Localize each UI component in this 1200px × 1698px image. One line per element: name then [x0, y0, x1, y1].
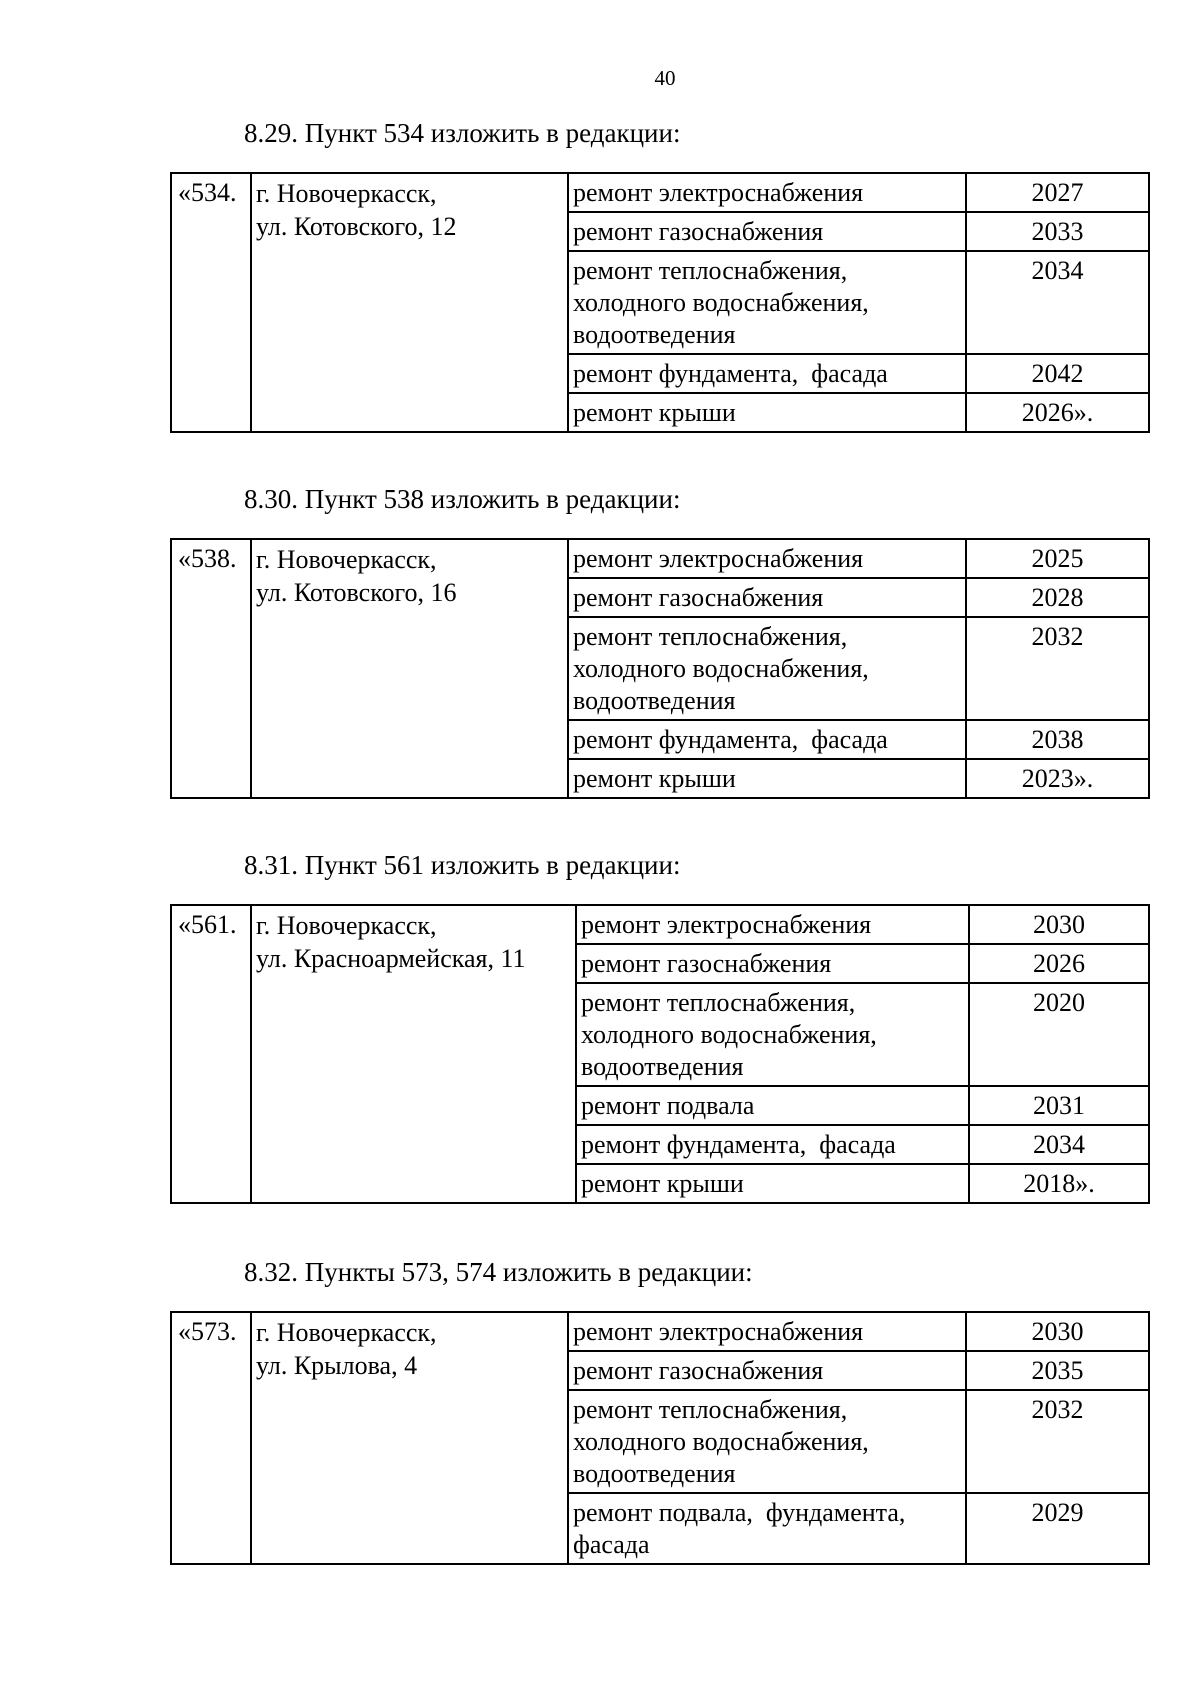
work-name: ремонт электроснабжения	[568, 1312, 966, 1351]
section-8-31	[170, 849, 1148, 1204]
address-cell	[251, 1312, 568, 1564]
work-name: ремонт электроснабжения	[568, 173, 966, 212]
work-year: 2026».	[966, 393, 1149, 432]
work-name-line: ремонт теплоснабжения,	[573, 622, 848, 651]
work-name: ремонт газоснабжения	[568, 212, 966, 251]
item-number: «534.	[171, 173, 251, 432]
work-year: 2028	[966, 578, 1149, 617]
address-cell	[251, 539, 568, 798]
work-year: 2032	[966, 1390, 1149, 1493]
work-name	[576, 983, 969, 1086]
work-year: 2020	[969, 983, 1149, 1086]
work-year: 2034	[969, 1125, 1149, 1164]
table-row	[171, 1312, 1149, 1351]
section-heading: 8.31. Пункт 561 изложить в редакции:	[244, 850, 681, 880]
section-8-29	[170, 117, 1148, 433]
address-cell	[251, 905, 576, 1203]
work-name-line: фасада	[573, 1530, 650, 1559]
work-name	[568, 1390, 966, 1493]
item-number: «538.	[171, 539, 251, 798]
work-name: ремонт фундамента, фасада	[568, 354, 966, 393]
work-year: 2023».	[966, 759, 1149, 798]
work-year: 2025	[966, 539, 1149, 578]
work-name: ремонт электроснабжения	[568, 539, 966, 578]
work-year: 2038	[966, 720, 1149, 759]
work-year: 2029	[966, 1493, 1149, 1564]
work-name-line: холодного водоснабжения,	[581, 1020, 877, 1049]
work-year: 2030	[966, 1312, 1149, 1351]
item-number: «573.	[171, 1312, 251, 1564]
work-year: 2027	[966, 173, 1149, 212]
work-name-line: холодного водоснабжения,	[573, 288, 869, 317]
work-name: ремонт газоснабжения	[568, 578, 966, 617]
work-name-line: водоотведения	[573, 686, 736, 715]
work-name: ремонт фундамента, фасада	[568, 720, 966, 759]
item-number: «561.	[171, 905, 251, 1203]
work-year: 2018».	[969, 1164, 1149, 1203]
work-name	[568, 251, 966, 354]
work-name: ремонт фундамента, фасада	[576, 1125, 969, 1164]
table-row	[171, 905, 1149, 944]
work-name: ремонт газоснабжения	[576, 944, 969, 983]
table-row	[171, 539, 1149, 578]
work-name: ремонт крыши	[576, 1164, 969, 1203]
work-name-line: ремонт теплоснабжения,	[573, 1395, 848, 1424]
work-year: 2042	[966, 354, 1149, 393]
section-8-30	[170, 483, 1148, 799]
work-name-line: водоотведения	[573, 320, 736, 349]
section-8-32	[170, 1256, 1148, 1565]
work-year: 2033	[966, 212, 1149, 251]
work-name-line: холодного водоснабжения,	[573, 1427, 869, 1456]
work-name: ремонт электроснабжения	[576, 905, 969, 944]
work-name-line: водоотведения	[573, 1459, 736, 1488]
work-name-line: холодного водоснабжения,	[573, 654, 869, 683]
work-table	[170, 904, 1150, 1204]
work-name-line: водоотведения	[581, 1052, 744, 1081]
work-year: 2032	[966, 617, 1149, 720]
work-name-line: ремонт теплоснабжения,	[581, 988, 856, 1017]
work-name: ремонт крыши	[568, 759, 966, 798]
work-year: 2031	[969, 1086, 1149, 1125]
work-year: 2034	[966, 251, 1149, 354]
address-city: г. Новочеркасск,	[256, 1318, 437, 1347]
work-year: 2026	[969, 944, 1149, 983]
work-year: 2035	[966, 1351, 1149, 1390]
address-street: ул. Крылова, 4	[256, 1351, 418, 1380]
section-heading: 8.30. Пункт 538 изложить в редакции:	[244, 484, 681, 514]
page-number: 40	[654, 66, 676, 90]
work-name-line: ремонт подвала, фундамента,	[573, 1498, 906, 1527]
address-city: г. Новочеркасск,	[256, 911, 437, 940]
work-name	[568, 1493, 966, 1564]
work-name	[568, 617, 966, 720]
work-name: ремонт крыши	[568, 393, 966, 432]
work-name: ремонт газоснабжения	[568, 1351, 966, 1390]
work-table	[170, 172, 1150, 433]
address-city: г. Новочеркасск,	[256, 179, 437, 208]
work-table	[170, 538, 1150, 799]
address-city: г. Новочеркасск,	[256, 545, 437, 574]
address-street: ул. Красноармейская, 11	[256, 944, 526, 973]
section-heading: 8.32. Пункты 573, 574 изложить в редакции:	[244, 1257, 753, 1287]
work-name-line: ремонт теплоснабжения,	[573, 256, 848, 285]
address-cell	[251, 173, 568, 432]
work-name: ремонт подвала	[576, 1086, 969, 1125]
address-street: ул. Котовского, 16	[256, 578, 457, 607]
table-row	[171, 173, 1149, 212]
section-heading: 8.29. Пункт 534 изложить в редакции:	[244, 118, 681, 148]
work-table	[170, 1311, 1150, 1565]
address-street: ул. Котовского, 12	[256, 212, 457, 241]
work-year: 2030	[969, 905, 1149, 944]
